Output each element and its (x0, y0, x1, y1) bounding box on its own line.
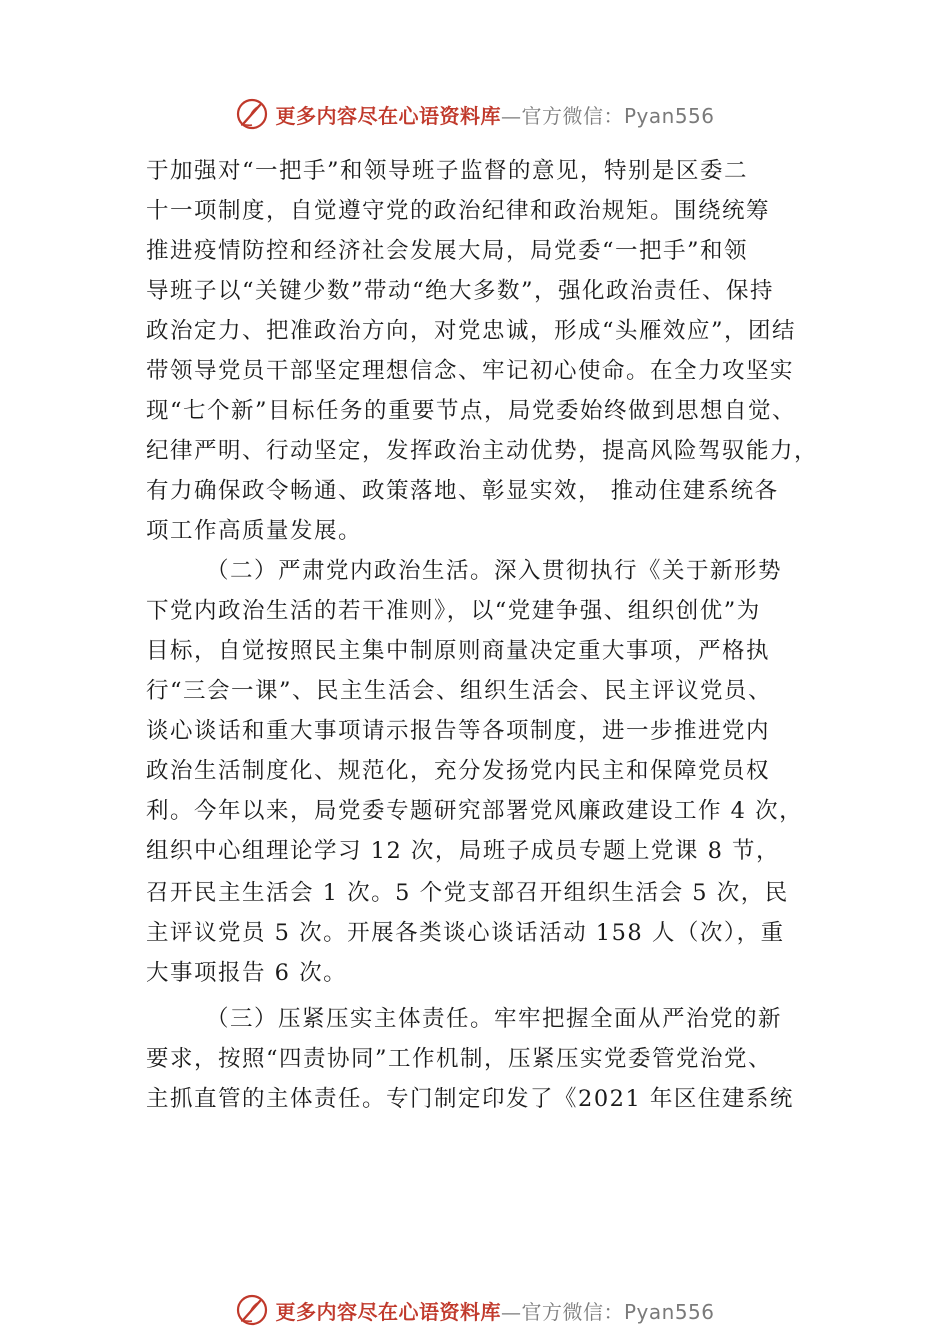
banner-wechat-id: Pyan556 (623, 1299, 715, 1324)
text-line: 纪律严明、行动坚定，发挥政治主动优势，提高风险驾驭能力， (146, 438, 819, 464)
text-line: 导班子以“关键少数”带动“绝大多数”，强化政治责任、保持 (146, 278, 775, 304)
text-line: 主抓直管的主体责任。专门制定印发了《2021 年区住建系统 (146, 1086, 794, 1112)
text-line: 政治生活制度化、规范化，充分发扬党内民主和保障党员权 (146, 758, 771, 784)
text-line: 主评议党员 5 次。开展各类谈心谈话活动 158 人（次），重 (146, 920, 785, 946)
banner-wechat-id: Pyan556 (623, 103, 715, 128)
text-line: 推进疫情防控和经济社会发展大局，局党委“一把手”和领 (146, 238, 749, 264)
text-line: 政治定力、把准政治方向，对党忠诚，形成“头雁效应”，团结 (146, 318, 797, 344)
section-heading-line: （三）压紧压实主体责任。牢牢把握全面从严治党的新 (206, 1006, 783, 1032)
text-line: 项工作高质量发展。 (146, 518, 363, 544)
footer-watermark-banner (0, 1290, 950, 1330)
quill-logo-icon (235, 1293, 269, 1327)
text-line: 有力确保政令畅通、政策落地、彰显实效， 推动住建系统各 (146, 478, 779, 504)
banner-dash: — (500, 1299, 522, 1324)
banner-main-text: 更多内容尽在心语资料库 (275, 1299, 501, 1324)
banner-text (275, 1296, 714, 1325)
quill-logo-icon (235, 97, 269, 131)
banner-main-text: 更多内容尽在心语资料库 (275, 103, 501, 128)
banner-dash: — (500, 103, 522, 128)
text-line: 大事项报告 6 次。 (146, 960, 348, 986)
text-line: 现“七个新”目标任务的重要节点，局党委始终做到思想自觉、 (146, 398, 797, 424)
text-line: 下党内政治生活的若干准则》，以“党建争强、组织创优”为 (146, 598, 761, 624)
text-line: 召开民主生活会 1 次。5 个党支部召开组织生活会 5 次，民 (146, 880, 789, 906)
text-line: 行“三会一课”、民主生活会、组织生活会、民主评议党员、 (146, 678, 773, 704)
text-line: 目标，自觉按照民主集中制原则商量决定重大事项，严格执 (146, 638, 771, 664)
banner-wechat-label: 官方微信： (521, 1299, 624, 1324)
text-line: 十一项制度，自觉遵守党的政治纪律和政治规矩。围绕统筹 (146, 198, 771, 224)
banner-wechat-label: 官方微信： (521, 103, 624, 128)
text-line: 谈心谈话和重大事项请示报告等各项制度，进一步推进党内 (146, 718, 771, 744)
text-line: 于加强对“一把手”和领导班子监督的意见，特别是区委二 (146, 158, 749, 184)
header-watermark-banner (0, 94, 950, 134)
text-line: 利。今年以来，局党委专题研究部署党风廉政建设工作 4 次， (146, 798, 804, 824)
text-line: 带领导党员干部坚定理想信念、牢记初心使命。在全力攻坚实 (146, 358, 795, 384)
banner-text (275, 100, 714, 129)
text-line: 要求，按照“四责协同”工作机制，压紧压实党委管党治党、 (146, 1046, 773, 1072)
section-heading-line: （二）严肃党内政治生活。深入贯彻执行《关于新形势 (206, 558, 783, 584)
text-line: 组织中心组理论学习 12 次，局班子成员专题上党课 8 节， (146, 838, 781, 864)
